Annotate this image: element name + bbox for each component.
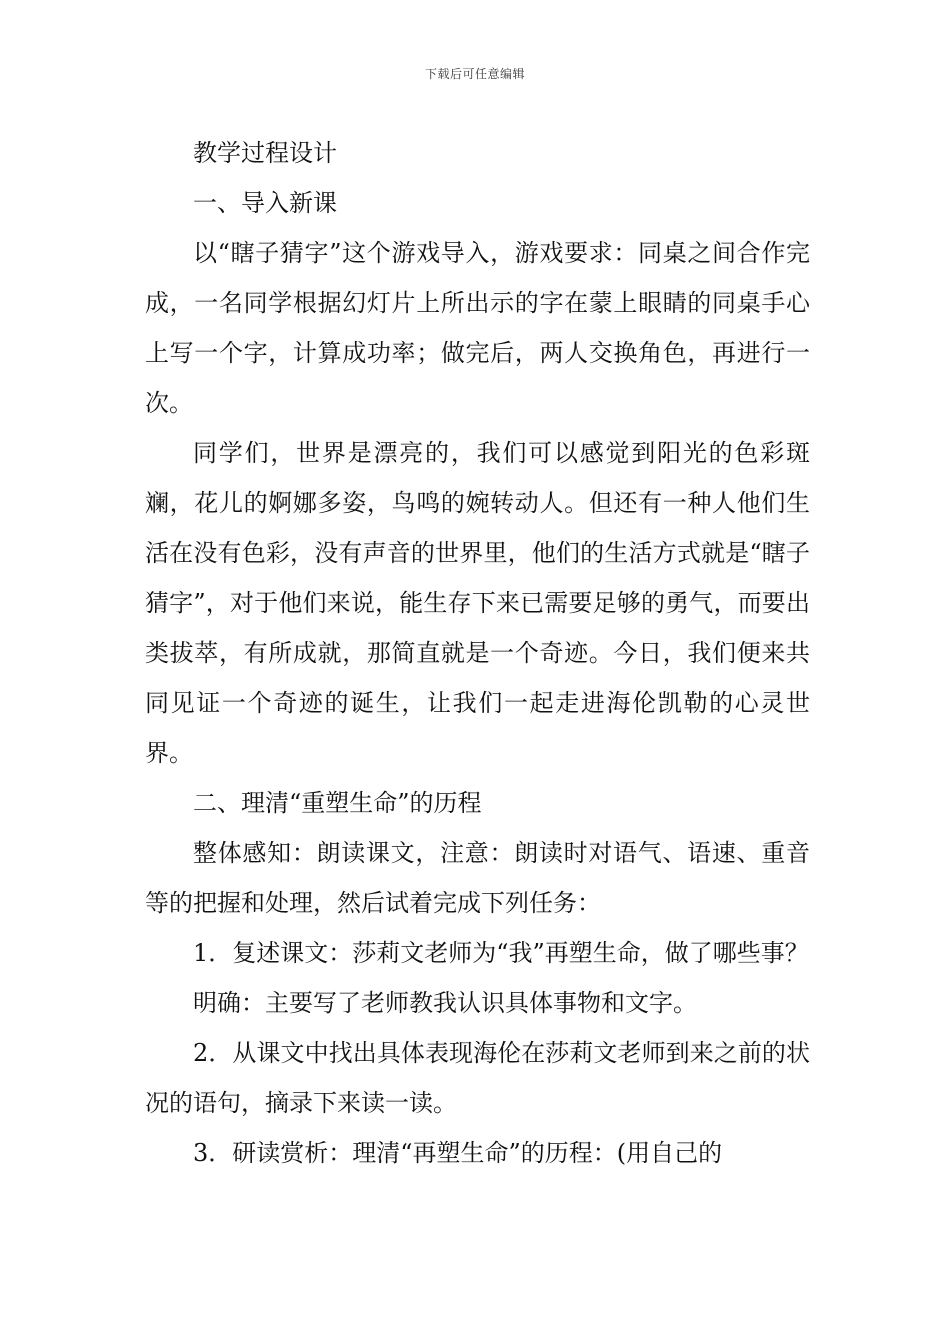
answer-clarification: 明确：主要写了老师教我认识具体事物和文字。 [193,989,697,1017]
document-body [145,128,810,1178]
paragraph-world-description: 同学们，世界是漂亮的，我们可以感觉到阳光的色彩斑斓，花儿的婀娜多姿，鸟鸣的婉转动人。但还有一种人他们生活在没有色彩，没有声音的世界里，他们的生活方式就是“瞎子猜字”，对于他们来说，能生存下来已需要足够的勇气，而要出类拔萃，有所成就，那简直就是一个奇迹。今日，我们便来共同见证一个奇迹的诞生，让我们一起走进海伦凯勒的心灵世界。 [145,439,810,767]
task-item-2: 2．从课文中找出具体表现海伦在莎莉文老师到来之前的状况的语句，摘录下来读一读。 [145,1039,810,1117]
task-item-1: 1．复述课文：莎莉文老师为“我”再塑生命，做了哪些事？ [193,939,809,967]
section-heading-reshape-life: 二、理清“重塑生命”的历程 [193,789,482,817]
task-item-3: 3．研读赏析：理清“再塑生命”的历程：(用自己的 [193,1139,723,1167]
section-heading-teaching-process: 教学过程设计 [193,139,337,167]
page-header: 下载后可任意编辑 [424,67,525,81]
paragraph-overall-perception: 整体感知：朗读课文，注意：朗读时对语气、语速、重音等的把握和处理，然后试着完成下列任务： [145,839,810,917]
paragraph-game-intro: 以“瞎子猜字”这个游戏导入，游戏要求：同桌之间合作完成，一名同学根据幻灯片上所出示的字在蒙上眼睛的同桌手心上写一个字，计算成功率；做完后，两人交换角色，再进行一次。 [145,239,810,417]
section-heading-introduction: 一、导入新课 [193,189,337,217]
